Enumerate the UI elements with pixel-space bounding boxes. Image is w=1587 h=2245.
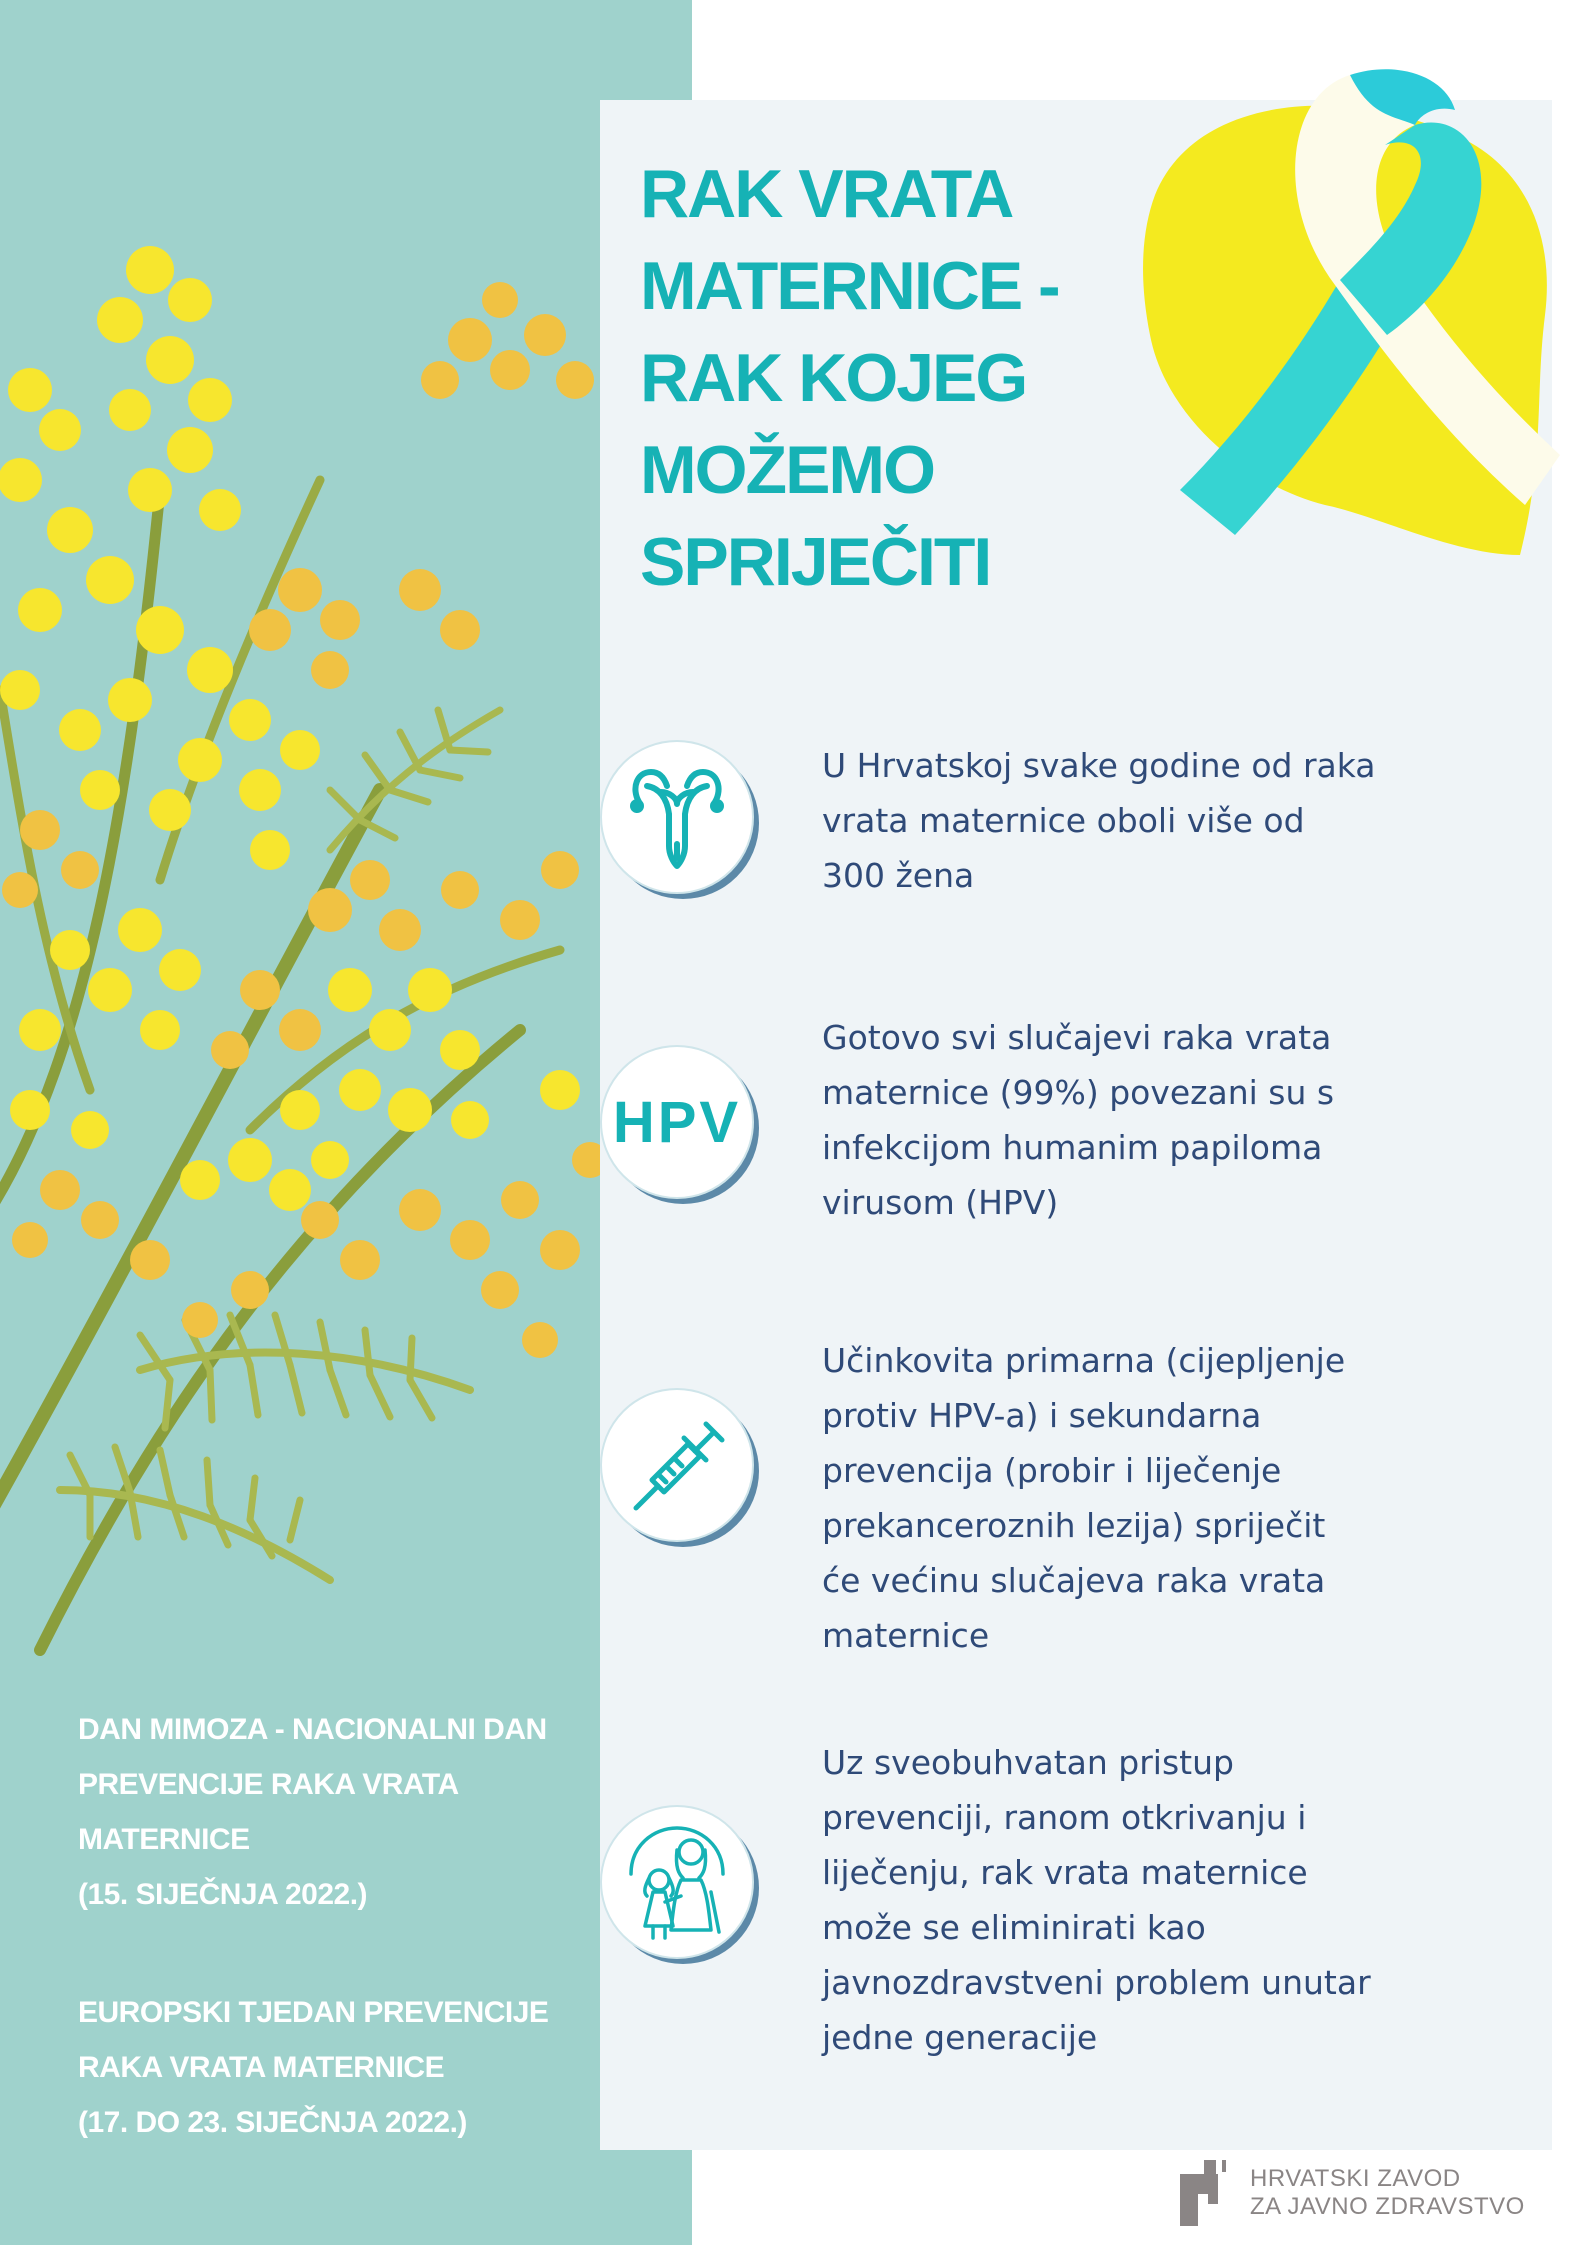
fact-line: maternice: [822, 1616, 990, 1655]
fact-line: 300 žena: [822, 856, 975, 895]
fact-line: prevenciji, ranom otkrivanju i: [822, 1798, 1307, 1837]
fact-line: infekcijom humanim papiloma: [822, 1128, 1323, 1167]
logo-line: ZA JAVNO ZDRAVSTVO: [1250, 2193, 1525, 2220]
organization-logo: [1180, 2160, 1525, 2226]
mimosa-flowers-illustration: [0, 230, 610, 1690]
fact-line: prekanceroznih lezija) spriječit: [822, 1506, 1326, 1545]
fact-text: [822, 1333, 1442, 1663]
fact-line: maternice (99%) povezani su s: [822, 1073, 1335, 1112]
title-line: MATERNICE -: [640, 248, 1059, 324]
fact-line: Gotovo svi slučajevi raka vrata: [822, 1018, 1332, 1057]
side-note-line: MATERNICE: [78, 1823, 250, 1856]
page-title: [640, 148, 1120, 608]
side-note-line: EUROPSKI TJEDAN PREVENCIJE: [78, 1996, 549, 2029]
side-note-line: (15. SIJEČNJA 2022.): [78, 1878, 368, 1911]
fact-line: protiv HPV-a) i sekundarna: [822, 1396, 1262, 1435]
uterus-icon: [625, 758, 729, 876]
syringe-icon: [622, 1410, 732, 1520]
side-note-line: DAN MIMOZA - NACIONALNI DAN: [78, 1713, 547, 1746]
title-line: RAK VRATA: [640, 156, 1013, 232]
fact-text: [822, 1735, 1442, 2065]
fact-line: Uz sveobuhvatan pristup: [822, 1743, 1234, 1782]
fact-icon-circle: [600, 740, 754, 894]
fact-line: prevencija (probir i liječenje: [822, 1451, 1282, 1490]
title-line: MOŽEMO: [640, 432, 934, 508]
fact-icon-circle: [600, 1045, 754, 1199]
fact-text: [822, 1010, 1442, 1230]
fact-line: javnozdravstveni problem unutar: [822, 1963, 1371, 2002]
fact-line: liječenju, rak vrata maternice: [822, 1853, 1308, 1892]
side-note-line: RAKA VRATA MATERNICE: [78, 2051, 445, 2084]
logo-line: HRVATSKI ZAVOD: [1250, 2165, 1461, 2192]
hpv-label: HPV: [612, 1089, 742, 1155]
side-note-line: (17. DO 23. SIJEČNJA 2022.): [78, 2106, 467, 2139]
title-line: RAK KOJEG: [640, 340, 1027, 416]
fact-line: Učinkovita primarna (cijepljenje: [822, 1341, 1346, 1380]
fact-line: će većinu slučajeva raka vrata: [822, 1561, 1326, 1600]
fact-line: može se eliminirati kao: [822, 1908, 1206, 1947]
fact-text: [822, 738, 1442, 903]
fact-line: virusom (HPV): [822, 1183, 1059, 1222]
title-line: SPRIJEČITI: [640, 524, 991, 600]
side-note-european-week: [78, 1985, 638, 2150]
awareness-ribbon-icon: [1125, 35, 1565, 575]
fact-line: U Hrvatskoj svake godine od raka: [822, 746, 1376, 785]
side-note-national-day: [78, 1702, 638, 1922]
fact-line: vrata maternice oboli više od: [822, 801, 1305, 840]
fact-icon-circle: [600, 1388, 754, 1542]
fact-line: jedne generacije: [822, 2018, 1098, 2057]
hzjz-logo-icon: [1180, 2160, 1236, 2226]
logo-text: [1250, 2165, 1525, 2221]
side-note-line: PREVENCIJE RAKA VRATA: [78, 1768, 459, 1801]
